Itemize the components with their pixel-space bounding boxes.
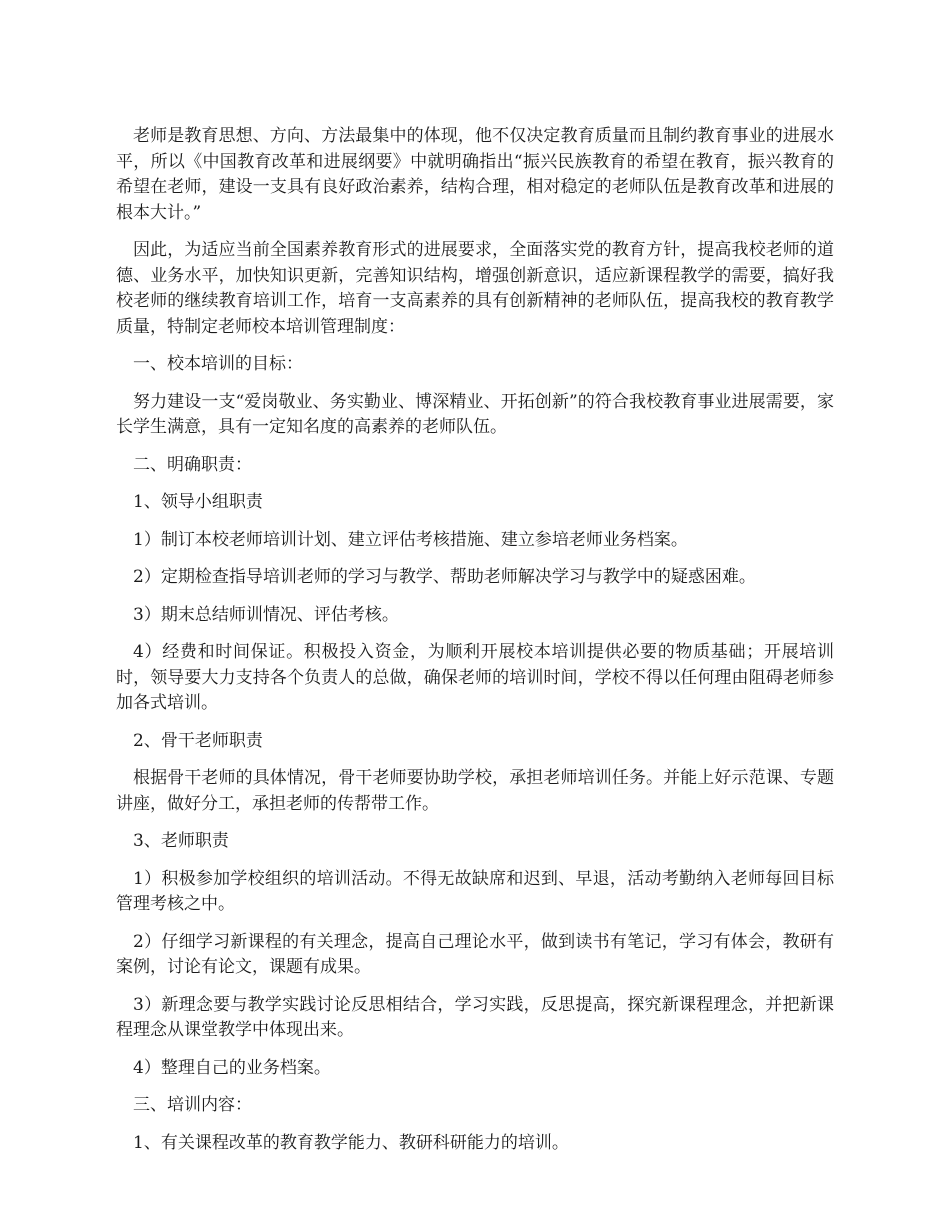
paragraph-goals: 努力建设一支“爱岗敬业、务实勤业、博深精业、开拓创新”的符合我校教育事业进展需要，家长学生满意，具有一定知名度的高素养的老师队伍。 [116, 391, 834, 437]
heading-duties: 二、明确职责： [133, 454, 252, 475]
heading-training-content: 三、培训内容： [133, 1095, 252, 1115]
list-item-teacher-1: 1）积极参加学校组织的培训活动。不得无故缺席和迟到、早退，活动考勤纳入老师每回目标管理考核之中。 [116, 868, 834, 914]
subheading-leadership-duties: 1、领导小组职责 [133, 492, 263, 512]
paragraph-intro: 老师是教育思想、方向、方法最集中的体现，他不仅决定教育质量而且制约教育事业的进展水平，所以《中国教育改革和进展纲要》中就明确指出“振兴民族教育的希望在教育，振兴教育的希望在老师，建设一支具有良好政治素养，结构合理，相对稳定的老师队伍是教育改革和进展的根本大计。” [116, 126, 834, 223]
list-item-training-1: 1、有关课程改革的教育教学能力、教研科研能力的培训。 [133, 1132, 569, 1153]
list-item-teacher-4: 4）整理自己的业务档案。 [133, 1057, 331, 1078]
list-item-leadership-3: 3）期末总结师训情况、评估考核。 [133, 604, 399, 625]
list-item-leadership-1: 1）制订本校老师培训计划、建立评估考核措施、建立参培老师业务档案。 [133, 529, 688, 550]
subheading-teacher-duties: 3、老师职责 [133, 831, 229, 851]
list-item-teacher-2: 2）仔细学习新课程的有关理念，提高自己理论水平，做到读书有笔记，学习有体会，教研有案例，讨论有论文，课题有成果。 [116, 931, 834, 977]
paragraph-purpose: 因此，为适应当前全国素养教育形式的进展要求，全面落实党的教育方针，提高我校老师的道德、业务水平，加快知识更新，完善知识结构，增强创新意识，适应新课程教学的需要，搞好我校老师的继续教育培训工作，培育一支高素养的具有创新精神的老师队伍，提高我校的教育教学质量，特制定老师校本培训管理制度： [116, 240, 834, 337]
list-item-leadership-2: 2）定期检查指导培训老师的学习与教学、帮助老师解决学习与教学中的疑惑困难。 [133, 567, 756, 587]
paragraph-key-teacher-duties: 根据骨干老师的具体情况，骨干老师要协助学校，承担老师培训任务。并能上好示范课、专题讲座，做好分工，承担老师的传帮带工作。 [116, 768, 834, 814]
list-item-leadership-4: 4）经费和时间保证。积极投入资金，为顺利开展校本培训提供必要的物质基础；开展培训时，领导要大力支持各个负责人的总做，确保老师的培训时间，学校不得以任何理由阻碍老师参加各式培训。 [116, 642, 834, 713]
heading-goals: 一、校本培训的目标： [133, 354, 303, 374]
subheading-key-teacher-duties: 2、骨干老师职责 [133, 730, 263, 751]
list-item-teacher-3: 3）新理念要与教学实践讨论反思相结合，学习实践，反思提高，探究新课程理念，并把新课程理念从课堂教学中体现出来。 [116, 994, 834, 1040]
